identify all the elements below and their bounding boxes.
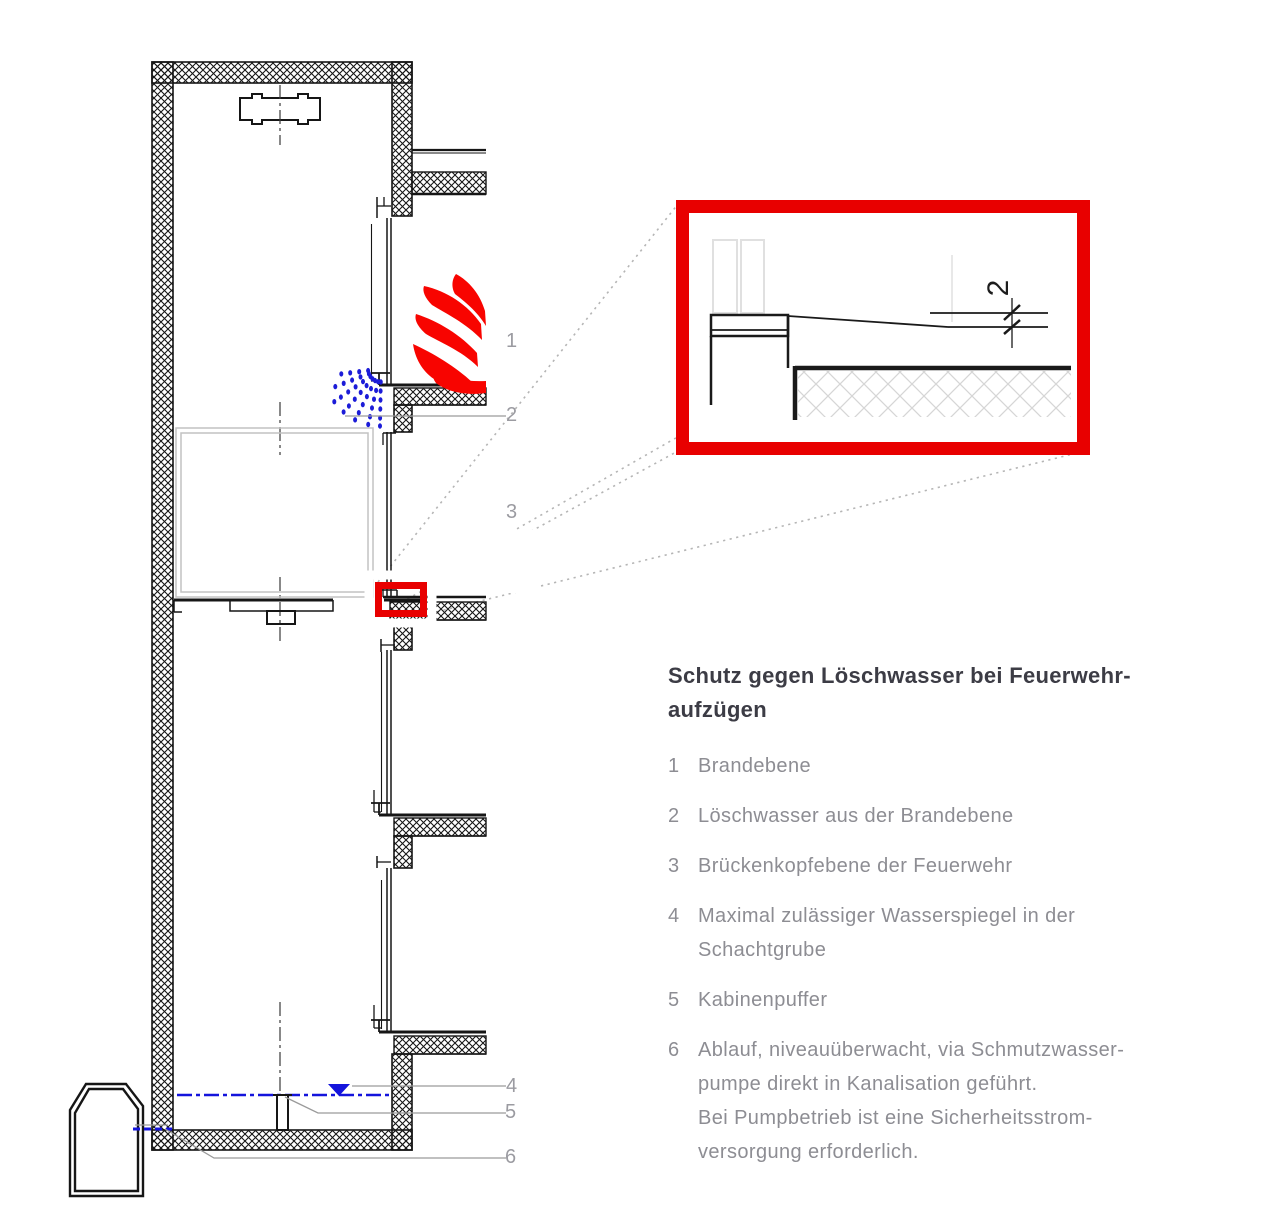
legend-item-2 <box>668 799 1228 833</box>
legend-list <box>668 749 1228 1185</box>
spray-drop <box>342 381 346 386</box>
legend-item-4 <box>668 899 1228 967</box>
spray-drop <box>346 389 350 394</box>
spray-drop <box>353 397 357 402</box>
fire-icon <box>413 274 486 394</box>
spray-drop <box>365 383 369 388</box>
elevator-cab <box>174 428 373 624</box>
legend-item-text: Maximal zulässiger Wasserspiegel in der <box>698 905 1076 927</box>
legend-item-number: 2 <box>668 805 680 827</box>
white-mask <box>420 530 540 593</box>
legend-item-text: Bei Pumpbetrieb ist eine Sicherheitsstrom- <box>698 1107 1093 1129</box>
diagram-marker-6: 6 <box>505 1146 517 1168</box>
dimension-label: 2 <box>982 279 1015 297</box>
legend-item-5 <box>668 983 1228 1017</box>
legend-item-text: pumpe direkt in Kanalisation geführt. <box>698 1073 1038 1095</box>
spray-drop <box>354 384 358 389</box>
legend-item-text: versorgung erforderlich. <box>698 1141 919 1163</box>
spray-drop <box>347 403 351 408</box>
spray-drop <box>361 402 365 407</box>
spray-drop <box>378 406 382 411</box>
spray-drop <box>369 386 373 391</box>
spray-drop <box>357 369 361 374</box>
spray-drop <box>368 414 372 419</box>
legend-item-number: 1 <box>668 755 680 777</box>
diagram-marker-5: 5 <box>505 1101 517 1123</box>
legend-item-text: Ablauf, niveauüberwacht, via Schmutzwasser- <box>698 1039 1125 1061</box>
spray-drop <box>378 423 382 428</box>
legend-item-text: Kabinenpuffer <box>698 989 828 1011</box>
buffer <box>273 1095 292 1130</box>
spray-drop <box>374 388 378 393</box>
legend-item-6 <box>668 1033 1228 1169</box>
spray-drop <box>359 390 363 395</box>
legend-item-number: 3 <box>668 855 680 877</box>
spray-drop <box>361 379 365 384</box>
spray-drop <box>357 410 361 415</box>
spray-drop <box>348 370 352 375</box>
spray-drop <box>359 374 363 379</box>
legend-item-text: Schachtgrube <box>698 939 827 961</box>
spray-drop <box>353 417 357 422</box>
detail-inset <box>683 207 1084 449</box>
legend-item-text: Löschwasser aus der Brandebene <box>698 805 1014 827</box>
section-title-line1: Schutz gegen Löschwasser bei Feuerwehr- <box>668 663 1131 688</box>
legend-item-3 <box>668 849 1228 883</box>
section-title-line2: aufzügen <box>668 697 767 722</box>
diagram-marker-4: 4 <box>506 1075 518 1097</box>
spray-drop <box>365 394 369 399</box>
legend-item-number: 6 <box>668 1039 680 1061</box>
spray-drop <box>342 409 346 414</box>
spray-drop <box>370 405 374 410</box>
sump-tank <box>70 1084 143 1196</box>
diagram-marker-1: 1 <box>506 330 518 352</box>
legend-item-text: Brückenkopfebene der Feuerwehr <box>698 855 1013 877</box>
legend-item-number: 4 <box>668 905 680 927</box>
diagram-marker-2: 2 <box>506 404 518 426</box>
section-title <box>668 659 1131 727</box>
inset-concrete-hatch <box>798 371 1071 417</box>
spray-drop <box>372 397 376 402</box>
diagram-marker-3: 3 <box>506 501 518 523</box>
legend-item-text: Brandebene <box>698 755 811 777</box>
spray-drop <box>350 377 354 382</box>
spray-drop <box>339 371 343 376</box>
spray-drop <box>379 397 383 402</box>
spray-drop <box>332 399 336 404</box>
spray-drop <box>379 388 383 393</box>
legend-item-number: 5 <box>668 989 680 1011</box>
spray-drop <box>339 394 343 399</box>
water-spray-icon <box>332 368 383 429</box>
spray-drop <box>333 384 337 389</box>
spray-drop <box>366 422 370 427</box>
spray-drop <box>379 379 383 384</box>
legend-item-1 <box>668 749 1228 783</box>
